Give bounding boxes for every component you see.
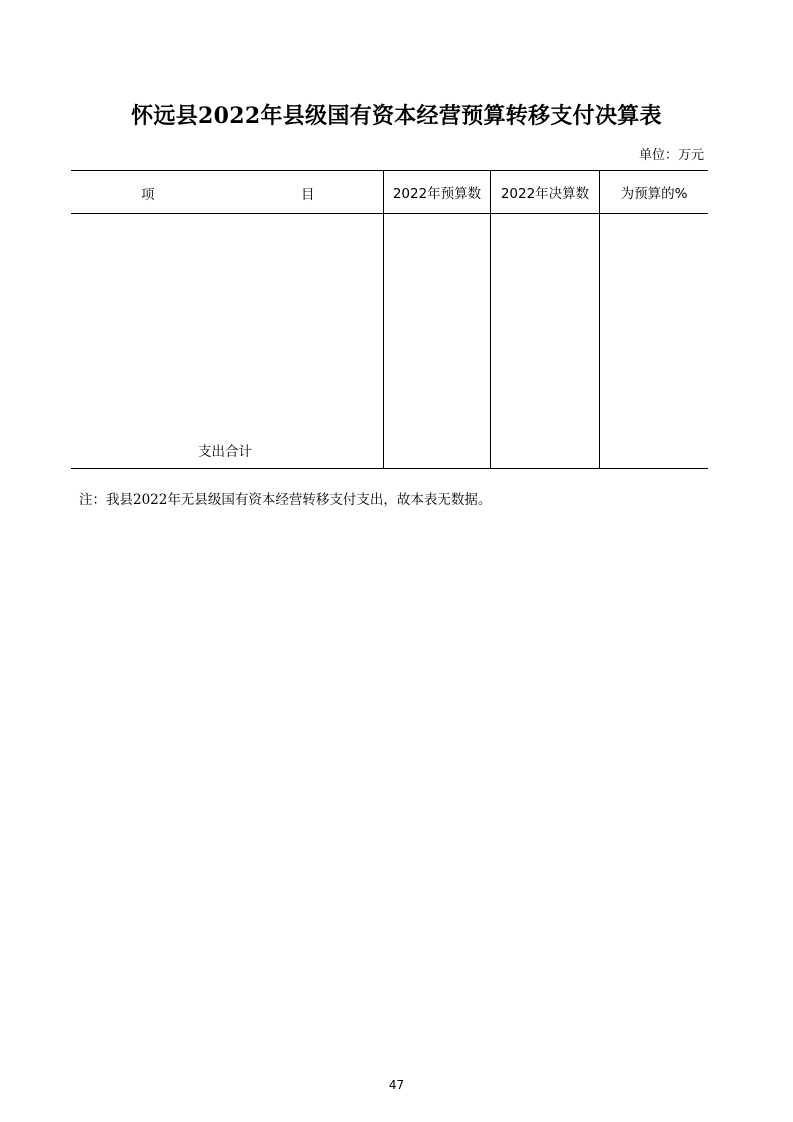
footnote: 注：我县2022年无县级国有资本经营转移支付支出，故本表无数据。 [79,492,492,508]
total-label: 支出合计 [198,444,252,460]
total-budget-cell [384,214,491,469]
transfer-payment-table [71,170,707,470]
header-ratio: 为预算的% [600,171,709,214]
header-item-left: 项 [141,187,155,203]
table-row-total [71,214,708,469]
header-item-right: 目 [301,187,315,203]
header-final: 2022年决算数 [491,171,600,214]
page-title: 怀远县2022年县级国有资本经营预算转移支付决算表 [131,103,662,129]
page-number: 47 [388,1078,405,1092]
header-item [71,171,384,214]
data-table [71,170,708,469]
unit-label: 单位：万元 [638,148,704,163]
header-budget: 2022年预算数 [384,171,491,214]
total-final-cell [491,214,600,469]
table-header-row [71,171,708,214]
total-label-cell [71,214,384,469]
total-ratio-cell [600,214,709,469]
